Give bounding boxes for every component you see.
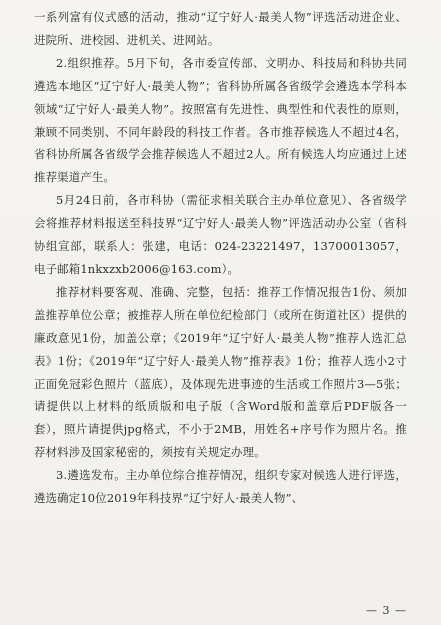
paragraph-materials-requirements: 推荐材料要客观、准确、完整，包括：推荐工作情况报告1份、须加盖推荐单位公章；被推荐人所在单位纪检部门（或所在街道社区）提供的廉政意见1份，加盖公章；《2019年“辽宁好人·最美人物”推荐人选汇总表》1份；《2019年“辽宁好人·最美人物”推荐表》1份；推荐人选小2寸正面免冠彩色照片（蓝底），及体现先进事迹的生活或工作照片3—5张；请提供以上材料的纸质版和电子版（含Word版和盖章后PDF版各一套），照片请提供jpg格式，不小于2MB，用姓名+序号作为照片名。推荐材料涉及国家秘密的，须按有关规定办理。 (34, 284, 407, 460)
paragraph-continuation: 一系列富有仪式感的活动，推动“辽宁好人·最美人物”评选活动进企业、进院所、进校园、进机关、进网站。 (34, 10, 407, 47)
paragraph-organize-recommendation: 2.组织推荐。5月下旬，各市委宣传部、文明办、科技局和科协共同遴选本地区“辽宁好人·最美人物”；省科协所属各省级学会遴选本学科本领域“辽宁好人·最美人物”。按照富有先进性、典型性和代表性的原则，兼顾不同类别、不同年龄段的科技工作者。各市推荐候选人不超过4名，省科协所属各省级学会推荐候选人不超过2人。所有候选人均应通过上述推荐渠道产生。 (34, 55, 407, 185)
paragraph-selection-release: 3.遴选发布。主办单位综合推荐情况，组织专家对候选人进行评选，遴选确定10位2019年科技界“辽宁好人·最美人物”、 (34, 468, 407, 506)
page-number: — 3 — (366, 604, 407, 617)
paragraph-submission-deadline: 5月24日前，各市科协（需征求相关联合主办单位意见）、各省级学会将推荐材料报送至科技界“辽宁好人·最美人物”评选活动办公室（省科协组宣部，联系人：张建，电话：024-23221497，13700013057，电子邮箱1nkxzxb2006@163.com）。 (34, 193, 407, 276)
